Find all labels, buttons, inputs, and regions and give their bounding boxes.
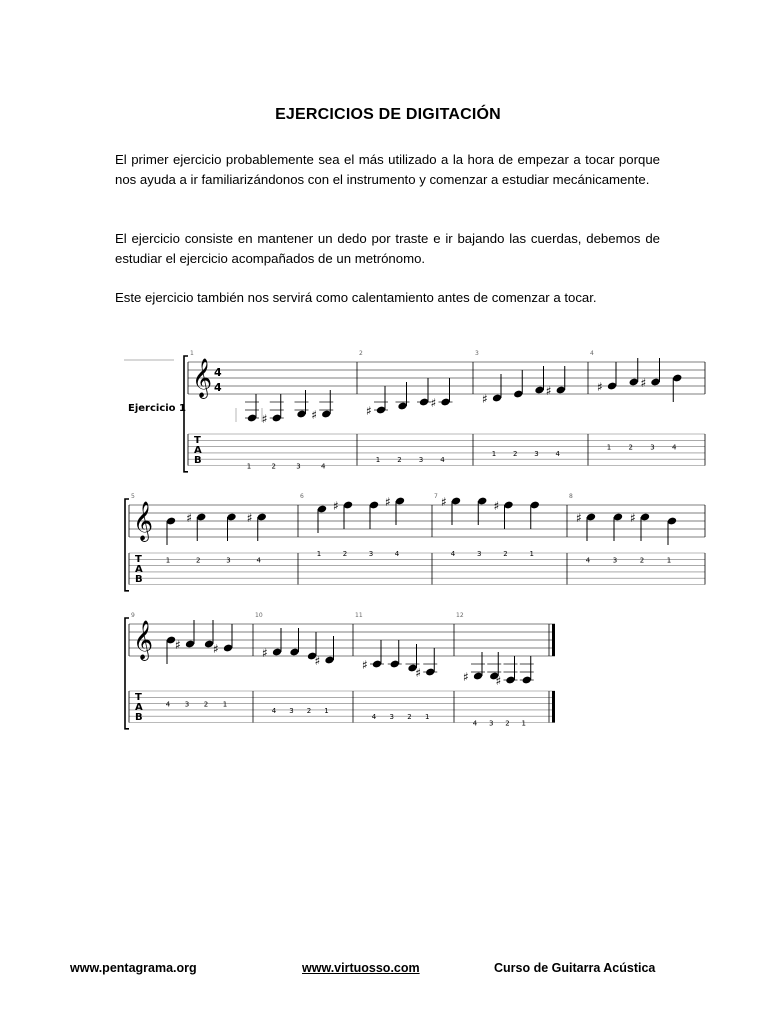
sharp-icon: ♯ [314, 654, 321, 668]
tab-fret-number: 1 [425, 713, 430, 722]
sharp-icon: ♯ [333, 499, 339, 513]
tab-fret-number: 1 [324, 706, 329, 715]
tab-fret-number: 2 [397, 456, 402, 465]
tab-fret-number: 1 [246, 462, 252, 471]
time-signature-bottom: 4 [214, 381, 222, 394]
tab-fret-number: 3 [226, 556, 231, 565]
tab-fret-number: 2 [628, 443, 633, 452]
measure-number: 9 [131, 612, 135, 619]
tab-letter: B [194, 455, 202, 466]
footer-link-virtuosso[interactable]: www.virtuosso.com [302, 961, 420, 975]
tab-fret-number: 2 [503, 550, 508, 558]
tab-letter: B [135, 574, 143, 585]
tab-fret-number: 3 [184, 700, 190, 709]
tab-fret-number: 4 [672, 443, 677, 452]
sharp-icon: ♯ [385, 495, 391, 509]
tab-fret-number: 2 [271, 462, 276, 471]
tab-letter: B [135, 712, 143, 723]
sharp-icon: ♯ [261, 412, 268, 426]
measure-number: 8 [569, 493, 573, 500]
tab-fret-number: 2 [505, 719, 510, 728]
tab-fret-number: 3 [368, 550, 374, 558]
tab-fret-number: 1 [521, 719, 526, 728]
system-bracket [125, 499, 129, 591]
measure-number: 3 [475, 350, 479, 357]
tab-fret-number: 2 [342, 550, 348, 558]
sharp-icon: ♯ [175, 638, 181, 652]
sharp-icon: ♯ [246, 511, 253, 525]
tab-fret-number: 3 [296, 462, 301, 471]
music-score [0, 340, 768, 750]
tab-fret-number: 3 [489, 719, 494, 728]
tab-fret-number: 3 [612, 556, 618, 565]
measure-number: 4 [590, 350, 594, 357]
sharp-icon: ♯ [482, 392, 488, 406]
tab-fret-number: 2 [203, 700, 209, 709]
tab-fret-number: 2 [407, 713, 412, 722]
final-barline [552, 691, 555, 723]
measure-number: 11 [355, 612, 363, 619]
tab-fret-number: 2 [639, 556, 645, 565]
tab-fret-number: 4 [472, 719, 478, 728]
tab-letter: T [135, 554, 142, 565]
sharp-icon: ♯ [430, 396, 437, 410]
sharp-icon: ♯ [362, 658, 368, 672]
measure-number: 2 [359, 350, 363, 357]
tab-fret-number: 3 [289, 706, 294, 715]
tab-fret-number: 4 [271, 706, 277, 715]
tab-fret-number: 4 [585, 556, 591, 565]
footer-course-title: Curso de Guitarra Acústica [494, 961, 656, 975]
tab-fret-number: 1 [316, 550, 322, 558]
measure-number: 1 [190, 350, 194, 357]
tab-letter: T [194, 435, 201, 446]
paragraph-intro: El primer ejercicio probablemente sea el más utilizado a la hora de empezar a tocar porque nos ayuda a ir familiarizándonos con el instrumento y comenzar a estudiar mecánicamente. [115, 152, 660, 187]
tab-fret-number: 4 [394, 550, 400, 558]
tab-fret-number: 4 [165, 700, 171, 709]
tab-fret-number: 4 [321, 462, 326, 471]
sharp-icon: ♯ [415, 666, 422, 680]
tab-letter: A [194, 445, 202, 456]
system-bracket [125, 618, 129, 729]
treble-clef-icon: 𝄞 [192, 358, 213, 398]
paragraph-warmup: Este ejercicio también nos servirá como calentamiento antes de comenzar a tocar. [115, 290, 597, 305]
page-title: EJERCICIOS DE DIGITACIÓN [275, 106, 501, 123]
tab-fret-number: 4 [256, 556, 261, 565]
sharp-icon: ♯ [493, 499, 500, 513]
sharp-icon: ♯ [597, 380, 603, 394]
tab-fret-number: 1 [666, 556, 672, 565]
tab-fret-number: 4 [555, 449, 560, 458]
sharp-icon: ♯ [311, 408, 318, 422]
tab-fret-number: 1 [375, 456, 381, 465]
tab-fret-number: 1 [606, 443, 612, 452]
tab-fret-number: 1 [222, 700, 228, 709]
sharp-icon: ♯ [366, 404, 372, 418]
measure-number: 12 [456, 612, 464, 619]
tab-fret-number: 3 [534, 449, 539, 458]
measure-number: 10 [255, 612, 263, 619]
measure-number: 7 [434, 493, 438, 500]
sharp-icon: ♯ [576, 511, 582, 525]
measure-number: 6 [300, 493, 304, 500]
tab-fret-number: 2 [196, 556, 201, 565]
sharp-icon: ♯ [186, 511, 193, 525]
sharp-icon: ♯ [495, 674, 502, 688]
tab-fret-number: 1 [529, 550, 534, 558]
tab-fret-number: 3 [389, 713, 394, 722]
time-signature-top: 4 [214, 366, 222, 379]
sharp-icon: ♯ [441, 495, 447, 509]
tab-letter: A [135, 564, 143, 575]
final-barline [552, 624, 555, 656]
footer-link-pentagrama[interactable]: www.pentagrama.org [70, 961, 197, 975]
sharp-icon: ♯ [262, 646, 268, 660]
sharp-icon: ♯ [630, 511, 636, 525]
tab-fret-number: 1 [165, 556, 171, 565]
tab-fret-number: 1 [491, 449, 497, 458]
tab-fret-number: 2 [306, 706, 312, 715]
tab-fret-number: 3 [650, 443, 655, 452]
exercise-label: Ejercicio 1 [128, 403, 186, 414]
tab-fret-number: 4 [371, 713, 377, 722]
treble-clef-icon: 𝄞 [133, 620, 154, 660]
tab-fret-number: 4 [440, 456, 445, 465]
tab-fret-number: 3 [477, 550, 482, 558]
sharp-icon: ♯ [463, 670, 469, 684]
tab-fret-number: 3 [418, 456, 424, 465]
measure-number: 5 [131, 493, 135, 500]
sharp-icon: ♯ [640, 376, 647, 390]
tab-letter: T [135, 692, 142, 703]
tab-letter: A [135, 702, 143, 713]
sharp-icon: ♯ [545, 384, 552, 398]
treble-clef-icon: 𝄞 [133, 501, 154, 541]
tab-fret-number: 2 [513, 449, 518, 458]
sharp-icon: ♯ [213, 642, 219, 656]
paragraph-method: El ejercicio consiste en mantener un dedo por traste e ir bajando las cuerdas, debemos de estudiar el ejercicio acompañados de un metrónomo. [115, 231, 660, 266]
tab-fret-number: 4 [450, 550, 456, 558]
